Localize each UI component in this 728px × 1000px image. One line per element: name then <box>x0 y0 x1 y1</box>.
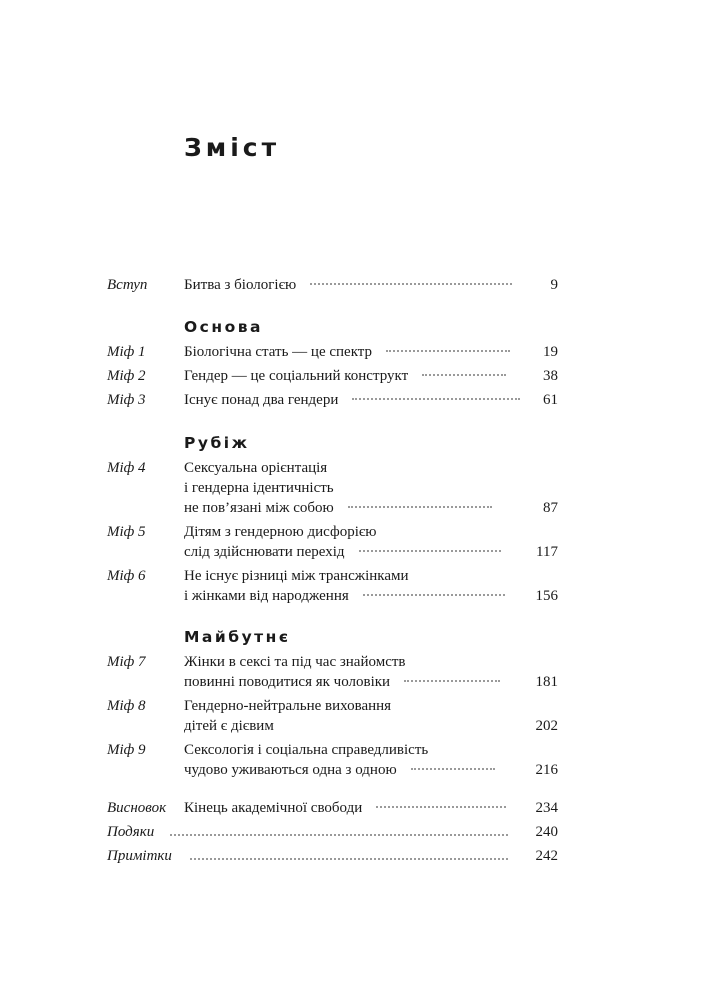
toc-entry-title-line: і гендерна ідентичність <box>184 480 334 496</box>
dot-leader <box>348 505 492 508</box>
toc-entry-title-line: Жінки в сексі та під час знайомств <box>184 654 406 670</box>
toc-page-number: 216 <box>535 762 558 778</box>
toc-entry-title: Кінець академічної свободи <box>184 800 363 816</box>
toc-entry-title-line: Не існує різниці між трансжінками <box>184 568 409 584</box>
toc-page-number: 9 <box>550 277 558 293</box>
toc-entry-label: Міф 2 <box>107 368 146 384</box>
toc-page-number: 87 <box>543 500 558 516</box>
toc-page-number: 61 <box>543 392 558 408</box>
dot-leader <box>170 833 508 836</box>
toc-entry-label: Міф 1 <box>107 344 146 360</box>
toc-entry-label: Міф 9 <box>107 742 146 758</box>
toc-entry-label: Міф 4 <box>107 460 146 476</box>
dot-leader <box>359 549 501 552</box>
toc-entry-label: Міф 3 <box>107 392 146 408</box>
dot-leader <box>190 857 508 860</box>
toc-entry-title: Битва з біологією <box>184 277 297 293</box>
toc-page-number: 117 <box>536 544 558 560</box>
dot-leader <box>404 679 500 682</box>
toc-entry-label: Міф 8 <box>107 698 146 714</box>
dot-leader <box>352 397 520 400</box>
toc-entry-label: Подяки <box>107 824 155 840</box>
toc-entry-title-line: Сексологія і соціальна справедливість <box>184 742 429 758</box>
toc-page-number: 19 <box>543 344 558 360</box>
toc-entry-title-line: і жінками від народження <box>184 588 349 604</box>
toc-page-number: 181 <box>535 674 558 690</box>
dot-leader <box>363 593 505 596</box>
toc-entry-title-line: дітей є дієвим <box>184 718 274 734</box>
toc-page-number: 242 <box>535 848 558 864</box>
toc-entry-label: Висновок <box>107 800 167 816</box>
toc-entry-title: Гендер — це соціальний конструкт <box>184 368 409 384</box>
page-title: Зміст <box>184 133 281 162</box>
toc-entry-title-line: повинні поводитися як чоловіки <box>184 674 391 690</box>
toc-entry-title: Біологічна стать — це спектр <box>184 344 373 360</box>
toc-page-number: 156 <box>535 588 558 604</box>
toc-page-number: 202 <box>535 718 558 734</box>
section-heading: Рубіж <box>184 434 250 452</box>
section-heading: Майбутнє <box>184 628 291 646</box>
toc-entry-label: Міф 7 <box>107 654 146 670</box>
toc-entry-title-line: Дітям з гендерною дисфорією <box>184 524 377 540</box>
toc-entry-label: Примітки <box>107 848 172 864</box>
toc-entry-label: Міф 5 <box>107 524 146 540</box>
toc-entry-label: Вступ <box>107 277 148 293</box>
toc-entry-title-line: Сексуальна орієнтація <box>184 460 328 476</box>
toc-entry-title-line: слід здійснювати перехід <box>184 544 345 560</box>
dot-leader <box>411 767 495 770</box>
toc-entry-label: Міф 6 <box>107 568 146 584</box>
toc-entry-title-line: не пов’язані між собою <box>184 500 334 516</box>
dot-leader <box>386 349 510 352</box>
toc-page-number: 240 <box>535 824 558 840</box>
toc-entry-title: Існує понад два гендери <box>184 392 339 408</box>
dot-leader <box>376 805 506 808</box>
toc-entry-title-line: чудово уживаються одна з одною <box>184 762 397 778</box>
dot-leader <box>422 373 506 376</box>
toc-entry-title-line: Гендерно-нейтральне виховання <box>184 698 392 714</box>
dot-leader <box>310 282 512 285</box>
section-heading: Основа <box>184 318 263 336</box>
toc-page-number: 38 <box>543 368 558 384</box>
toc-page-number: 234 <box>535 800 558 816</box>
